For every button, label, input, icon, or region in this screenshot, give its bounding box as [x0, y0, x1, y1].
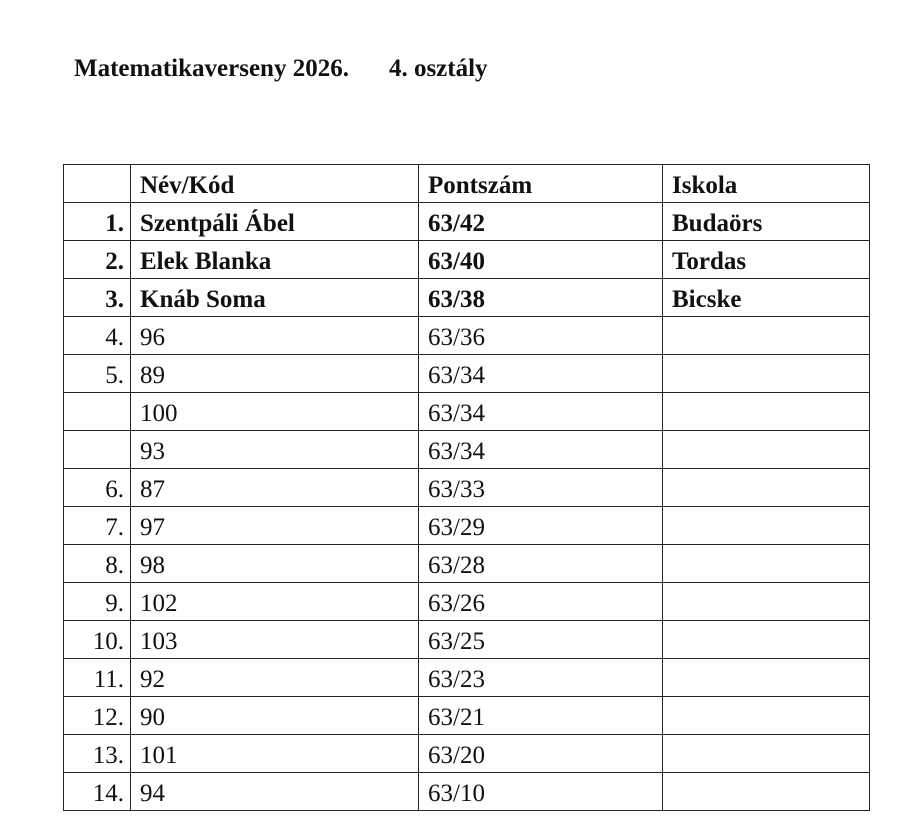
- school-cell: [663, 773, 870, 811]
- name-cell: 92: [131, 659, 419, 697]
- name-cell: Knáb Soma: [131, 279, 419, 317]
- class-label: 4. osztály: [388, 55, 488, 82]
- school-cell: [663, 507, 870, 545]
- score-cell: 63/23: [419, 659, 663, 697]
- score-cell: 63/20: [419, 735, 663, 773]
- name-cell: 97: [131, 507, 419, 545]
- rank-cell: 3.: [64, 279, 131, 317]
- rank-cell: 7.: [64, 507, 131, 545]
- name-cell: 98: [131, 545, 419, 583]
- school-cell: [663, 431, 870, 469]
- name-cell: Szentpáli Ábel: [131, 203, 419, 241]
- table-row: [64, 507, 870, 545]
- results-table-body: [64, 165, 870, 811]
- score-cell: 63/28: [419, 545, 663, 583]
- school-cell: [663, 469, 870, 507]
- table-row: [64, 355, 870, 393]
- score-cell: 63/21: [419, 697, 663, 735]
- table-row: [64, 241, 870, 279]
- school-cell: Tordas: [663, 241, 870, 279]
- header-name: Név/Kód: [131, 165, 419, 203]
- school-cell: [663, 355, 870, 393]
- rank-cell: [64, 393, 131, 431]
- school-cell: [663, 621, 870, 659]
- table-row: [64, 279, 870, 317]
- score-cell: 63/34: [419, 355, 663, 393]
- rank-cell: 14.: [64, 773, 131, 811]
- page-title: [74, 54, 488, 84]
- score-cell: 63/42: [419, 203, 663, 241]
- name-cell: 90: [131, 697, 419, 735]
- score-cell: 63/38: [419, 279, 663, 317]
- rank-cell: 10.: [64, 621, 131, 659]
- rank-cell: 12.: [64, 697, 131, 735]
- school-cell: Budaörs: [663, 203, 870, 241]
- name-cell: 100: [131, 393, 419, 431]
- name-cell: 93: [131, 431, 419, 469]
- table-row: [64, 393, 870, 431]
- school-cell: Bicske: [663, 279, 870, 317]
- school-cell: [663, 545, 870, 583]
- table-row: [64, 697, 870, 735]
- school-cell: [663, 317, 870, 355]
- school-cell: [663, 393, 870, 431]
- name-cell: Elek Blanka: [131, 241, 419, 279]
- school-cell: [663, 735, 870, 773]
- score-cell: 63/29: [419, 507, 663, 545]
- header-school: Iskola: [663, 165, 870, 203]
- name-cell: 96: [131, 317, 419, 355]
- score-cell: 63/40: [419, 241, 663, 279]
- header-rank: [64, 165, 131, 203]
- score-cell: 63/34: [419, 393, 663, 431]
- table-row: [64, 583, 870, 621]
- school-cell: [663, 583, 870, 621]
- table-row: [64, 659, 870, 697]
- name-cell: 89: [131, 355, 419, 393]
- table-row: [64, 735, 870, 773]
- name-cell: 101: [131, 735, 419, 773]
- name-cell: 103: [131, 621, 419, 659]
- header-row: [64, 165, 870, 203]
- table-row: [64, 545, 870, 583]
- rank-cell: 8.: [64, 545, 131, 583]
- score-cell: 63/10: [419, 773, 663, 811]
- name-cell: 87: [131, 469, 419, 507]
- rank-cell: 9.: [64, 583, 131, 621]
- score-cell: 63/34: [419, 431, 663, 469]
- rank-cell: [64, 431, 131, 469]
- score-cell: 63/36: [419, 317, 663, 355]
- school-cell: [663, 697, 870, 735]
- rank-cell: 4.: [64, 317, 131, 355]
- rank-cell: 2.: [64, 241, 131, 279]
- name-cell: 94: [131, 773, 419, 811]
- rank-cell: 13.: [64, 735, 131, 773]
- results-table: [63, 164, 870, 811]
- table-row: [64, 317, 870, 355]
- table-row: [64, 431, 870, 469]
- rank-cell: 11.: [64, 659, 131, 697]
- table-row: [64, 773, 870, 811]
- table-row: [64, 621, 870, 659]
- name-cell: 102: [131, 583, 419, 621]
- rank-cell: 1.: [64, 203, 131, 241]
- rank-cell: 6.: [64, 469, 131, 507]
- competition-title: Matematikaverseny 2026.: [74, 55, 349, 82]
- table-row: [64, 469, 870, 507]
- table-row: [64, 203, 870, 241]
- header-score: Pontszám: [419, 165, 663, 203]
- score-cell: 63/33: [419, 469, 663, 507]
- rank-cell: 5.: [64, 355, 131, 393]
- score-cell: 63/26: [419, 583, 663, 621]
- score-cell: 63/25: [419, 621, 663, 659]
- school-cell: [663, 659, 870, 697]
